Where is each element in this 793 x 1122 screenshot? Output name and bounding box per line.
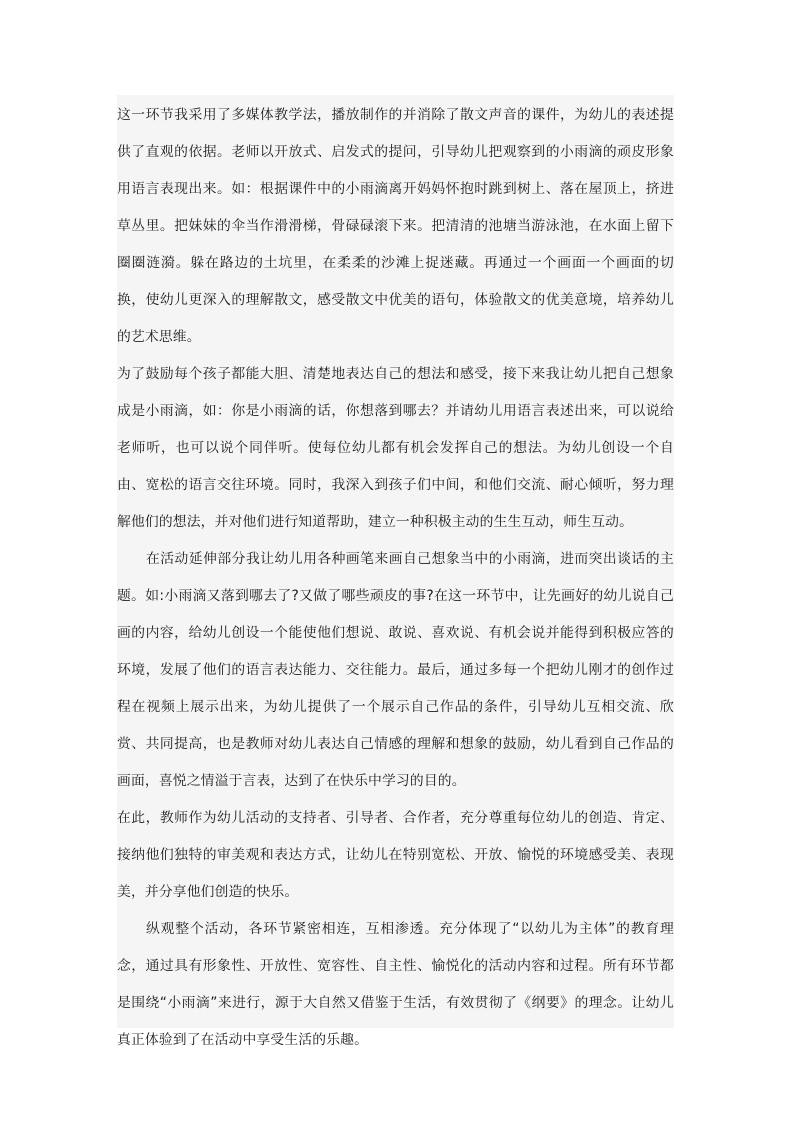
paragraph-summary: 纵观整个活动，各环节紧密相连，互相渗透。充分体现了“以幼儿为主体”的教育理念，通过具有形象性、开放性、宽容性、自主性、愉悦化的活动内容和过程。所有环节都是围绕“小雨滴”来进行，源于大自然又借鉴于生活，有效贯彻了《纲要》的理念。让幼儿真正体验到了在活动中享受生活的乐趣。 — [117, 921, 674, 1048]
paragraph-multimedia-teaching: 这一环节我采用了多媒体教学法，播放制作的并消除了散文声音的课件，为幼儿的表述提供了直观的依据。老师以开放式、启发式的提问，引导幼儿把观察到的小雨滴的顽皮形象用语言表现出来。如：根据课件中的小雨滴离开妈妈怀抱时跳到树上、落在屋顶上，挤进草丛里。把妹妹的伞当作滑滑梯，骨碌碌滚下来。把清清的池塘当游泳池，在水面上留下圈圈涟漪。躲在路边的土坑里，在柔柔的沙滩上捉迷藏。再通过一个画面一个画面的切换，使幼儿更深入的理解散文，感受散文中优美的语句，体验散文的优美意境，培养幼儿的艺术思维。 — [117, 107, 674, 345]
paragraph-encourage-expression: 为了鼓励每个孩子都能大胆、清楚地表达自己的想法和感受，接下来我让幼儿把自己想象成是小雨滴，如：你是小雨滴的话，你想落到哪去？并请幼儿用语言表述出来，可以说给老师听，也可以说个同伴听。使每位幼儿都有机会发挥自己的想法。为幼儿创设一个自由、宽松的语言交往环境。同时，我深入到孩子们中间，和他们交流、耐心倾听，努力理解他们的想法，并对他们进行知道帮助，建立一种积极主动的生生互动，师生互动。 — [117, 366, 674, 530]
paragraph-teacher-role: 在此，教师作为幼儿活动的支持者、引导者、合作者，充分尊重每位幼儿的创造、肯定、接纳他们独特的审美观和表达方式，让幼儿在特别宽松、开放、愉悦的环境感受美、表现美，并分享他们创造的快乐。 — [117, 810, 674, 900]
paragraph-activity-extension: 在活动延伸部分我让幼儿用各种画笔来画自己想象当中的小雨滴，进而突出谈话的主题。如:小雨滴又落到哪去了?又做了哪些顽皮的事?在这一环节中，让先画好的幼儿说自己画的内容，给幼儿创设一个能使他们想说、敢说、喜欢说、有机会说并能得到积极应答的环境，发展了他们的语言表达能力、交往能力。最后，通过多每一个把幼儿刚才的创作过程在视频上展示出来，为幼儿提供了一个展示自己作品的条件，引导幼儿互相交流、欣赏、共同提高，也是教师对幼儿表达自己情感的理解和想象的鼓励，幼儿看到自己作品的画面，喜悦之情溢于言表，达到了在快乐中学习的目的。 — [117, 551, 674, 789]
document-body — [117, 95, 674, 1048]
